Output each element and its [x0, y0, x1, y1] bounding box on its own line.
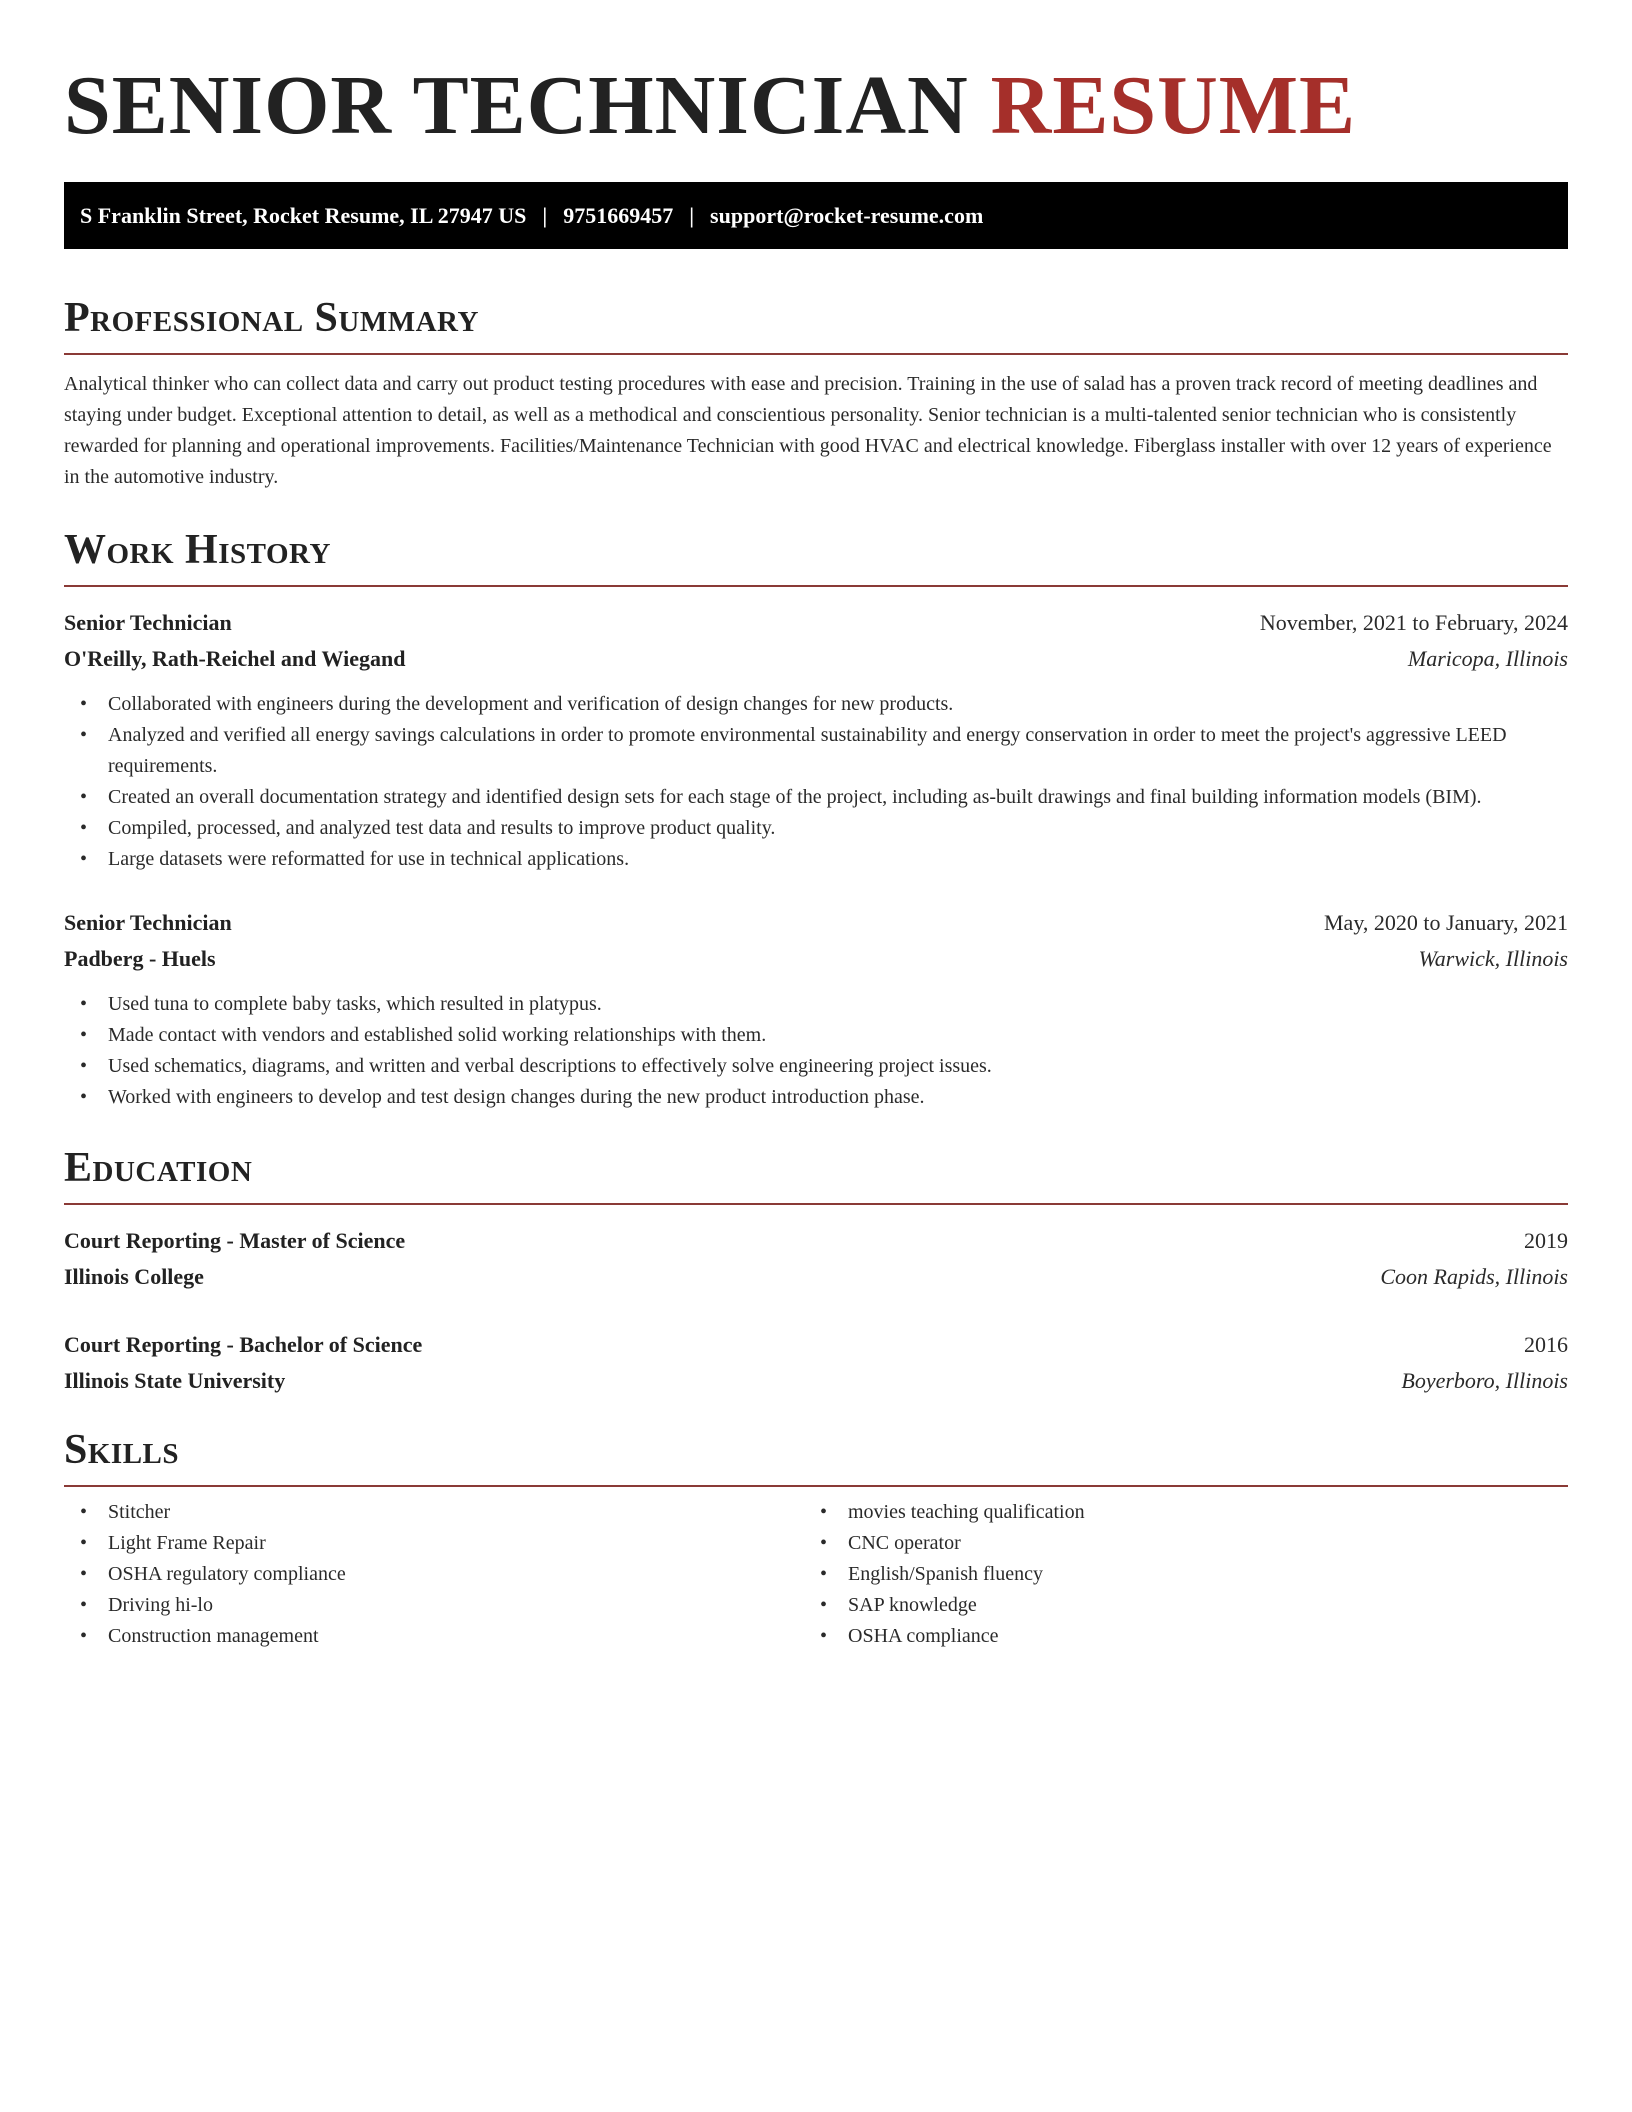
skill-item: • Stitcher — [64, 1497, 804, 1528]
contact-address: S Franklin Street, Rocket Resume, IL 27947 US — [80, 202, 527, 228]
education-school-row — [64, 1259, 1568, 1295]
list-item: • Collaborated with engineers during the development and verification of design changes for new products. — [64, 689, 1568, 720]
job-title: Senior Technician — [64, 610, 232, 635]
education-entry — [64, 1223, 1568, 1295]
list-item: • Created an overall documentation strategy and identified design sets for each stage of the project, including as-built drawings and final building information models (BIM). — [64, 782, 1568, 813]
job-location: Maricopa, Illinois — [1407, 646, 1568, 671]
skill-item: • Driving hi-lo — [64, 1590, 804, 1621]
education-degree-row — [64, 1327, 1568, 1363]
job-company-row — [64, 641, 1568, 677]
work-heading: Work History — [64, 527, 331, 573]
list-item: • Used tuna to complete baby tasks, which resulted in platypus. — [64, 989, 1568, 1020]
section-divider — [64, 1485, 1568, 1487]
skill-item: • OSHA compliance — [804, 1621, 1544, 1652]
resume-title — [64, 59, 1568, 152]
job-location: Warwick, Illinois — [1418, 946, 1568, 971]
job-dates: November, 2021 to February, 2024 — [1259, 610, 1568, 635]
skill-item: • Light Frame Repair — [64, 1528, 804, 1559]
job-company-row — [64, 941, 1568, 977]
contact-email: support@rocket-resume.com — [710, 202, 984, 228]
education-school: Illinois College — [64, 1264, 204, 1289]
work-section — [64, 529, 1568, 1113]
education-degree-row — [64, 1223, 1568, 1259]
education-degree: Court Reporting - Bachelor of Science — [64, 1332, 423, 1357]
job-entry — [64, 605, 1568, 875]
skill-item: • English/Spanish fluency — [804, 1559, 1544, 1590]
job-header-row — [64, 905, 1568, 941]
contact-separator: | — [689, 202, 695, 228]
skill-item: • SAP knowledge — [804, 1590, 1544, 1621]
skill-item: • movies teaching qualification — [804, 1497, 1544, 1528]
job-dates: May, 2020 to January, 2021 — [1324, 910, 1568, 935]
education-year: 2019 — [1524, 1228, 1568, 1253]
job-title: Senior Technician — [64, 910, 232, 935]
list-item: • Worked with engineers to develop and test design changes during the new product introduction phase. — [64, 1082, 1568, 1113]
list-item: • Used schematics, diagrams, and written and verbal descriptions to effectively solve engineering project issues. — [64, 1051, 1568, 1082]
education-degree: Court Reporting - Master of Science — [64, 1228, 406, 1253]
education-section — [64, 1147, 1568, 1399]
contact-separator: | — [542, 202, 548, 228]
job-company: Padberg - Huels — [64, 946, 216, 971]
education-school: Illinois State University — [64, 1368, 286, 1393]
education-school-row — [64, 1363, 1568, 1399]
skills-grid — [64, 1497, 1568, 1652]
education-entry — [64, 1327, 1568, 1399]
skills-section — [64, 1429, 1568, 1652]
job-company: O'Reilly, Rath-Reichel and Wiegand — [64, 646, 406, 671]
section-divider — [64, 585, 1568, 587]
section-divider — [64, 353, 1568, 355]
title-main: SENIOR TECHNICIAN — [64, 59, 969, 152]
skill-item: • OSHA regulatory compliance — [64, 1559, 804, 1590]
education-year: 2016 — [1524, 1332, 1568, 1357]
summary-heading: Professional Summary — [64, 295, 479, 341]
list-item: • Analyzed and verified all energy savings calculations in order to promote environmental sustainability and energy conservation in order to meet the project's aggressive LEED requirements. — [64, 720, 1568, 782]
contact-bar — [64, 182, 1568, 249]
list-item: • Large datasets were reformatted for use in technical applications. — [64, 844, 1568, 875]
job-entry — [64, 905, 1568, 1113]
contact-phone: 9751669457 — [563, 202, 674, 228]
education-location: Boyerboro, Illinois — [1401, 1368, 1568, 1393]
skills-heading: Skills — [64, 1427, 180, 1473]
summary-text: Analytical thinker who can collect data and carry out product testing procedures with ease and precision. Training in the use of salad has a proven track record of meeting deadlines and staying under budget. Exceptional attention to detail, as well as a methodical and conscientious personality. Senior technician is a multi-talented senior technician who is consistently rewarded for planning and operational improvements. Facilities/Maintenance Technician with good HVAC and electrical knowledge. Fiberglass installer with over 12 years of experience in the automotive industry. — [64, 373, 1552, 488]
education-heading: Education — [64, 1145, 253, 1191]
education-location: Coon Rapids, Illinois — [1380, 1264, 1568, 1289]
skill-item: • Construction management — [64, 1621, 804, 1652]
summary-section — [64, 297, 1568, 493]
skills-list-right — [804, 1497, 1544, 1652]
list-item: • Compiled, processed, and analyzed test data and results to improve product quality. — [64, 813, 1568, 844]
job-duties-list — [64, 689, 1568, 875]
skill-item: • CNC operator — [804, 1528, 1544, 1559]
skills-list-left — [64, 1497, 804, 1652]
title-accent: RESUME — [990, 59, 1357, 152]
job-duties-list — [64, 989, 1568, 1113]
job-header-row — [64, 605, 1568, 641]
section-divider — [64, 1203, 1568, 1205]
list-item: • Made contact with vendors and established solid working relationships with them. — [64, 1020, 1568, 1051]
